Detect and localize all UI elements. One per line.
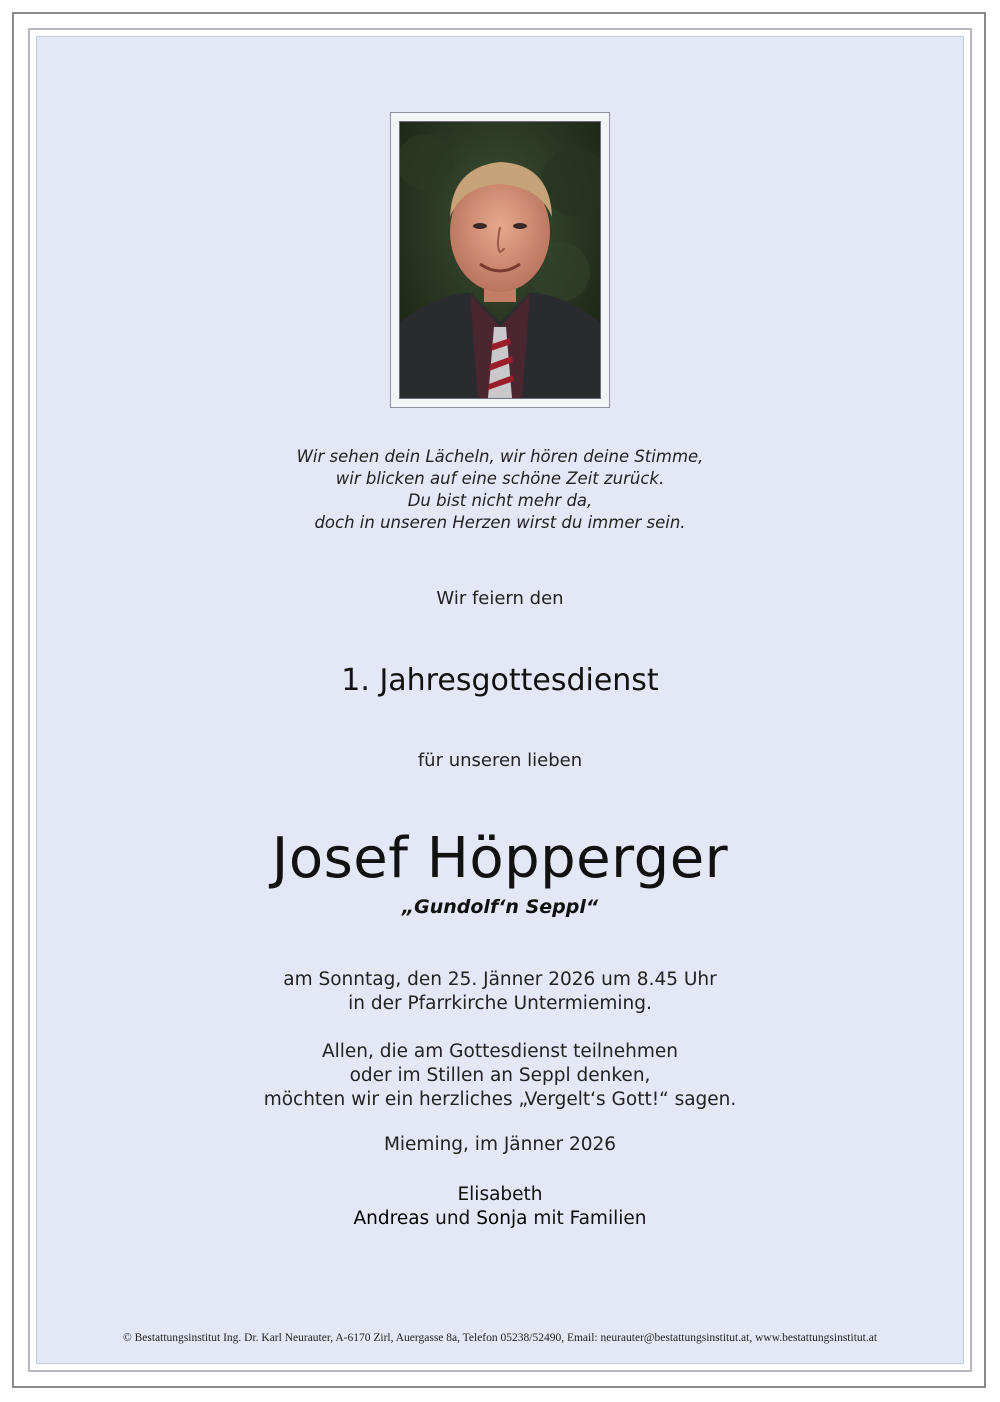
thanks-line: Allen, die am Gottesdienst teilnehmen <box>321 1041 678 1062</box>
family-name: Andreas <box>353 1208 430 1229</box>
family-name: Elisabeth <box>457 1184 543 1205</box>
event-title: 1. Jahresgottesdienst <box>341 663 659 698</box>
family-line <box>0 1207 1000 1231</box>
service-location: in der Pfarrkirche Untermieming. <box>348 993 652 1014</box>
verse-line: Wir sehen dein Lächeln, wir hören deine Stimme, <box>296 447 704 466</box>
for-text: für unseren lieben <box>417 750 583 771</box>
footer-copyright: © Bestattungsinstitut Ing. Dr. Karl Neurauter, A-6170 Zirl, Auergasse 8a, Telefon 05238/52490, Email: neurauter@bestattungsinstitut.at, www.bestattungsinstitut.at <box>122 1332 878 1344</box>
intro-text: Wir feiern den <box>436 588 564 609</box>
verse-line: Du bist nicht mehr da, <box>407 491 593 510</box>
thanks-line: möchten wir ein herzliches „Vergelt‘s Gott!“ sagen. <box>263 1089 737 1110</box>
verse-line: wir blicken auf eine schöne Zeit zurück. <box>335 469 665 488</box>
thanks-line: oder im Stillen an Seppl denken, <box>349 1065 651 1086</box>
family-joiner: und <box>435 1208 471 1229</box>
deceased-name: Josef Höpperger <box>271 826 729 891</box>
family-signature <box>0 1183 1000 1231</box>
portrait-frame <box>390 112 610 408</box>
family-name: Sonja <box>476 1208 528 1229</box>
service-details <box>0 968 1000 1016</box>
verse <box>0 446 1000 534</box>
verse-line: doch in unseren Herzen wirst du immer sein. <box>314 513 686 532</box>
portrait-photo <box>399 121 601 399</box>
portrait-image <box>400 122 600 398</box>
service-date: am Sonntag, den 25. Jänner 2026 um 8.45 Uhr <box>283 969 717 990</box>
nickname: „Gundolf‘n Seppl“ <box>401 896 599 918</box>
family-suffix: mit Familien <box>533 1208 647 1229</box>
place-date: Mieming, im Jänner 2026 <box>383 1134 617 1155</box>
thanks-text <box>0 1040 1000 1112</box>
